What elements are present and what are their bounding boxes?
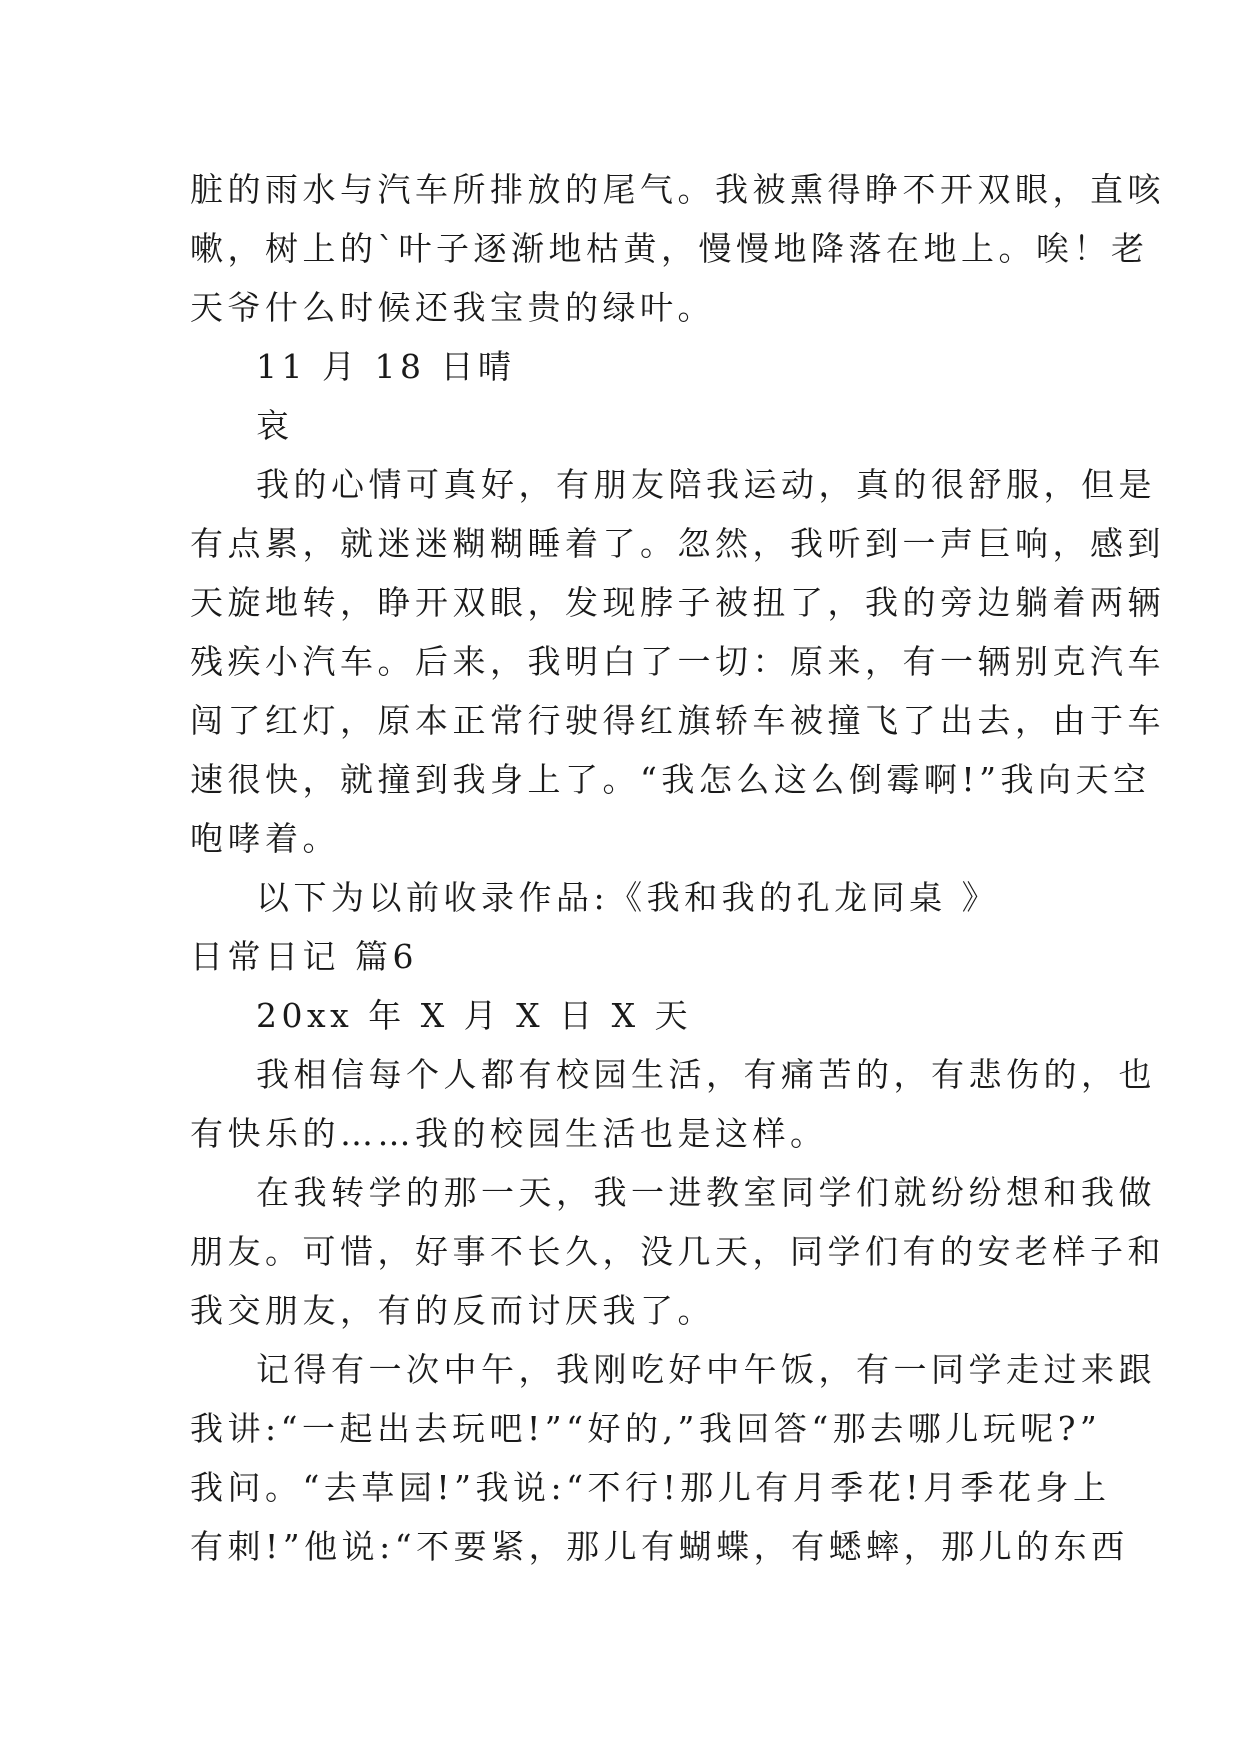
text-line-2: 嗽，树上的`叶子逐渐地枯黄，慢慢地降落在地上。唉！老 [190, 229, 1149, 268]
text-line-8: 天旋地转，睁开双眼，发现脖子被扭了，我的旁边躺着两辆 [190, 583, 1165, 622]
mood-line: 哀 [256, 406, 294, 445]
text-line-11: 速很快，就撞到我身上了。“我怎么这么倒霉啊!”我向天空 [190, 760, 1151, 799]
text-line-10: 闯了红灯，原本正常行驶得红旗轿车被撞飞了出去，由于车 [190, 701, 1165, 740]
section-heading: 日常日记 篇6 [190, 937, 418, 976]
date-line: 11 月 18 日晴 [256, 347, 516, 386]
previous-works-line: 以下为以前收录作品:《我和我的孔龙同桌 》 [256, 878, 1000, 917]
text-line-3: 天爷什么时候还我宝贵的绿叶。 [190, 288, 715, 327]
text-line-21: 记得有一次中午，我刚吃好中午饭，有一同学走过来跟 [256, 1350, 1156, 1389]
date-line-2: 20xx 年 X 月 X 日 X 天 [256, 996, 693, 1035]
document-page [190, 160, 1165, 1576]
text-line-16: 我相信每个人都有校园生活，有痛苦的，有悲伤的，也 [256, 1055, 1156, 1094]
text-line-17: 有快乐的……我的校园生活也是这样。 [190, 1114, 828, 1153]
text-line-22: 我讲:“一起出去玩吧!”“好的,”我回答“那去哪儿玩呢?” [190, 1409, 1102, 1448]
text-line-9: 残疾小汽车。后来，我明白了一切：原来，有一辆别克汽车 [190, 642, 1165, 681]
text-line-6: 我的心情可真好，有朋友陪我运动，真的很舒服，但是 [256, 465, 1156, 504]
text-line-20: 我交朋友，有的反而讨厌我了。 [190, 1291, 715, 1330]
text-line-12: 咆哮着。 [190, 819, 340, 858]
text-line-23: 我问。“去草园!”我说:“不行!那儿有月季花!月季花身上 [190, 1468, 1111, 1507]
text-line-18: 在我转学的那一天，我一进教室同学们就纷纷想和我做 [256, 1173, 1156, 1212]
text-line-19: 朋友。可惜，好事不长久，没几天，同学们有的安老样子和 [190, 1232, 1165, 1271]
text-line-7: 有点累，就迷迷糊糊睡着了。忽然，我听到一声巨响，感到 [190, 524, 1165, 563]
text-line-24: 有刺!”他说:“不要紧，那儿有蝴蝶，有蟋蟀，那儿的东西 [190, 1527, 1129, 1566]
text-line-1: 脏的雨水与汽车所排放的尾气。我被熏得睁不开双眼，直咳 [190, 170, 1165, 209]
